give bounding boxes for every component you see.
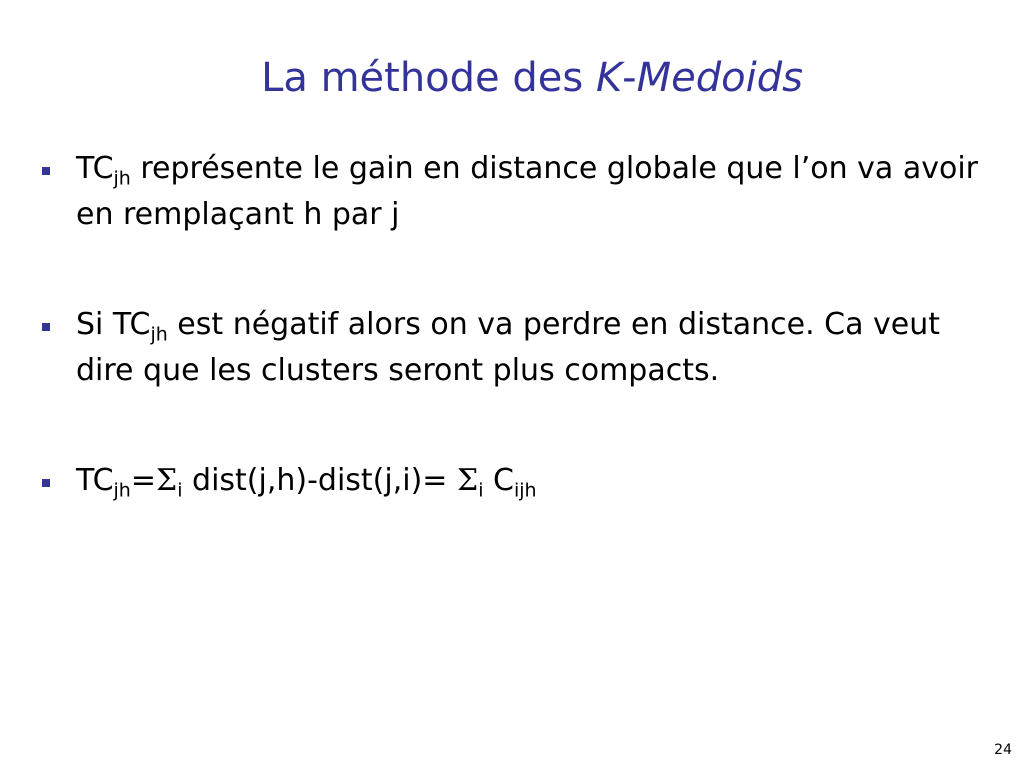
bullet-2-text: est négatif alors on va perdre en distance. Ca veut dire que les clusters seront plus compacts. (76, 307, 941, 388)
bullet-item-gain (36, 146, 996, 238)
bullet-2-sub-jh: jh (150, 323, 168, 346)
bullet-item-negatif (36, 302, 996, 394)
bullet-list (36, 146, 996, 504)
formula-equals: = (130, 463, 156, 498)
formula-sub-ijh: ijh (513, 479, 537, 502)
formula-sub-jh: jh (113, 479, 131, 502)
bullet-1-tc: TC (76, 151, 114, 186)
title-prefix: La méthode des (261, 55, 596, 101)
formula-dist: dist(j,h)-dist(j,i)= (182, 463, 457, 498)
square-bullet-icon (42, 167, 50, 175)
sigma-symbol-2: Σ (456, 463, 479, 498)
bullet-item-formula (36, 458, 996, 504)
formula-tc: TC (76, 463, 114, 498)
bullet-2-si-tc: Si TC (76, 307, 151, 342)
bullet-1-sub-jh: jh (113, 167, 131, 190)
title-k: K (595, 55, 623, 101)
title-dash: - (622, 55, 637, 101)
formula-sub-i-2: i (478, 479, 484, 502)
bullet-1-text: représente le gain en distance globale que l’on va avoir en remplaçant h par j (76, 151, 978, 232)
title-medoids: Medoids (636, 55, 803, 101)
sigma-symbol-1: Σ (155, 463, 178, 498)
square-bullet-icon (42, 323, 50, 331)
square-bullet-icon (42, 479, 50, 487)
slide-title (0, 52, 1024, 104)
page-number: 24 (994, 742, 1012, 758)
formula-c: C (483, 463, 514, 498)
formula-sub-i-1: i (177, 479, 183, 502)
